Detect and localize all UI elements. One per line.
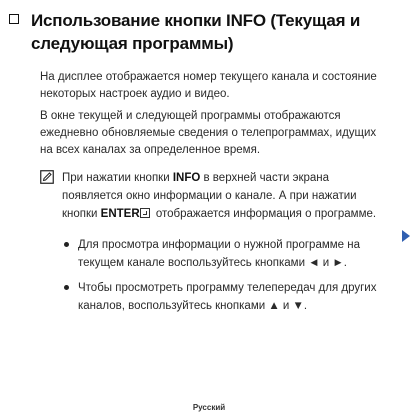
bullet-dot-icon — [64, 285, 69, 290]
info-key-label: INFO — [172, 172, 201, 184]
paragraph-display-info: На дисплее отображается номер текущего канала и состояние некоторых настроек аудио и видео. — [40, 71, 377, 100]
enter-key-label: ENTER — [100, 208, 140, 220]
note-block — [40, 169, 400, 223]
checkbox-square-icon — [9, 14, 19, 24]
list-item — [64, 236, 399, 272]
list-item — [64, 279, 399, 315]
note-pencil-icon — [40, 170, 54, 184]
section-heading — [9, 9, 399, 55]
section-title: Использование кнопки INFO (Текущая и следующая программы) — [31, 11, 361, 53]
bullet-dot-icon — [64, 242, 69, 247]
next-page-arrow-icon[interactable] — [402, 230, 410, 242]
note-part-1: При нажатии кнопки — [62, 172, 173, 184]
enter-key-icon — [140, 208, 150, 218]
page-footer-language: Русский — [192, 403, 226, 412]
paragraph-program-window: В окне текущей и следующей программы отображаются ежедневно обновляемые сведения о телепрограммах, идущих на всех каналах за определенное время. — [40, 110, 377, 156]
bullet-text: Чтобы просмотреть программу телепередач для других каналов, воспользуйтесь кнопками ▲ и ▼. — [78, 282, 377, 312]
note-part-2: в верхней части экрана появляется окно информации о канале. А при нажатии кнопки — [62, 172, 357, 220]
bullet-list — [64, 236, 399, 322]
note-part-3: отображается информация о программе. — [152, 208, 377, 220]
note-text — [62, 169, 392, 223]
bullet-text: Для просмотра информации о нужной программе на текущем канале воспользуйтесь кнопками ◄ и ►. — [78, 239, 360, 269]
